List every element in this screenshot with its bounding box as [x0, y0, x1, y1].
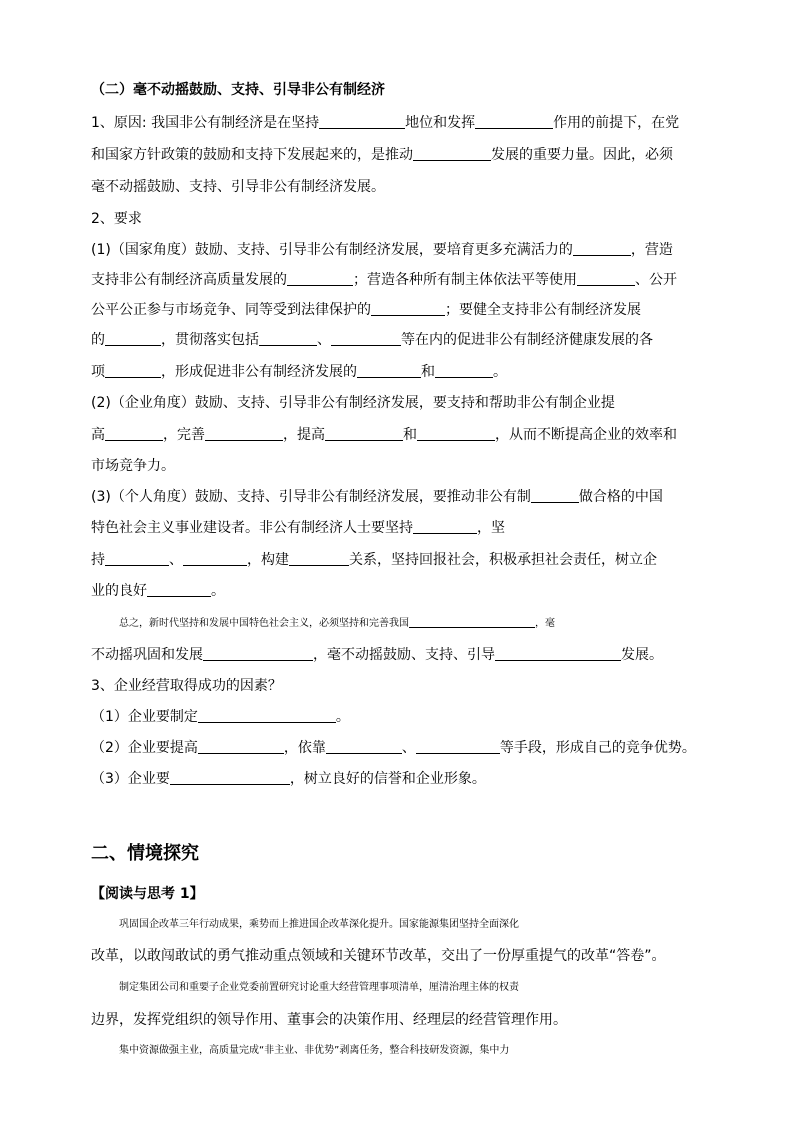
paragraph-line: [91, 550, 711, 570]
text: 。: [335, 709, 350, 725]
text: ，毫不动摇鼓励、支持、引导: [313, 647, 495, 663]
text: 总之，新时代坚持和发展中国特色社会主义，必须坚持和完善我国: [119, 618, 409, 629]
paragraph-line: [91, 330, 711, 350]
text: 等手段，形成自己的竞争优势。: [499, 740, 696, 756]
paragraph-line: [119, 613, 739, 634]
fill-blank[interactable]: [413, 146, 491, 161]
text: ，提高: [283, 427, 325, 443]
paragraph-line: [91, 362, 711, 382]
text: 发展。: [621, 647, 663, 663]
paragraph-line: 巩固国企改革三年行动成果，乘势而上推进国企改革深化提升。国家能源集团坚持全面深化: [119, 919, 519, 930]
text: ，依靠: [283, 740, 326, 756]
fill-blank[interactable]: [435, 363, 493, 378]
fill-blank[interactable]: [198, 708, 336, 723]
text: (3)（个人角度）鼓励、支持、引导非公有制经济发展，要推动非公有制: [91, 489, 531, 505]
fill-blank[interactable]: [577, 271, 635, 286]
paragraph-line: [91, 518, 711, 538]
text: 高: [91, 427, 105, 443]
paragraph-line: [91, 645, 711, 665]
fill-blank[interactable]: [289, 551, 349, 566]
paragraph-line: [91, 707, 711, 727]
reading-title: 【阅读与思考 1】: [91, 886, 204, 902]
text: 。: [211, 583, 225, 599]
paragraph-line: [91, 769, 711, 789]
fill-blank[interactable]: [205, 426, 283, 441]
text: 业的良好: [91, 583, 147, 599]
paragraph-line: 3、企业经营取得成功的因素？: [91, 678, 282, 694]
text: 地位和发挥: [405, 115, 476, 131]
text: 关系，坚持回报社会，积极承担社会责任，树立企: [349, 552, 657, 568]
paragraph-line: 市场竞争力。: [91, 458, 175, 474]
paragraph-line: 改革，以敢闯敢试的勇气推动重点领域和关键环节改革，交出了一份厚重提气的改革“答卷”。: [91, 948, 666, 964]
text: ，毫: [535, 618, 555, 629]
text: (1)（国家角度）鼓励、支持、引导非公有制经济发展，要培育更多充满活力的: [91, 242, 573, 258]
paragraph-line: 集中资源做强主业，高质量完成“非主业、非优势”剥离任务，整合科技研发资源，集中力: [119, 1045, 510, 1056]
fill-blank[interactable]: [357, 363, 421, 378]
text: 持: [91, 552, 105, 568]
fill-blank[interactable]: [409, 613, 535, 628]
paragraph-line: [91, 738, 711, 758]
paragraph-line: [91, 113, 711, 133]
section-2-title: 二、情境探究: [91, 843, 199, 864]
paragraph-line: 边界，发挥党组织的领导作用、董事会的决策作用、经理层的经营管理作用。: [91, 1012, 567, 1028]
fill-blank[interactable]: [325, 426, 403, 441]
fill-blank[interactable]: [573, 241, 631, 256]
text: 、: [401, 740, 416, 756]
fill-blank[interactable]: [287, 271, 353, 286]
paragraph-line: [91, 425, 711, 445]
paragraph-line: [91, 581, 711, 601]
text: ，营造: [630, 242, 673, 258]
fill-blank[interactable]: [331, 331, 401, 346]
text: 和: [421, 364, 435, 380]
fill-blank[interactable]: [105, 551, 169, 566]
text: ，形成促进非公有制经济发展的: [161, 364, 357, 380]
text: 和: [403, 427, 417, 443]
fill-blank[interactable]: [371, 301, 445, 316]
text: ；要健全支持非公有制经济发展: [445, 302, 641, 318]
paragraph-line: [91, 240, 711, 260]
text: （3）企业要: [91, 771, 170, 787]
text: 项: [91, 364, 105, 380]
text: 、: [169, 552, 183, 568]
text: 作用的前提下，在党: [553, 115, 680, 131]
text: 、公开: [635, 272, 677, 288]
paragraph-line: 制定集团公司和重要子企业党委前置研究讨论重大经营管理事项清单，厘清治理主体的权责: [119, 982, 519, 993]
paragraph-line: 毫不动摇鼓励、支持、引导非公有制经济发展。: [91, 179, 385, 195]
text: 不动摇巩固和发展: [91, 647, 203, 663]
fill-blank[interactable]: [416, 739, 500, 754]
fill-blank[interactable]: [170, 770, 290, 785]
text: （2）企业要提高: [91, 740, 198, 756]
text: （1）企业要制定: [91, 709, 198, 725]
paragraph-line: [91, 270, 711, 290]
text: 特色社会主义事业建设者。非公有制经济人士要坚持: [91, 520, 413, 536]
text: ；营造各种所有制主体依法平等使用: [353, 272, 577, 288]
text: 做合格的中国: [578, 489, 663, 505]
fill-blank[interactable]: [259, 331, 317, 346]
fill-blank[interactable]: [475, 114, 553, 129]
fill-blank[interactable]: [495, 646, 621, 661]
text: 和国家方针政策的鼓励和支持下发展起来的，是推动: [91, 147, 413, 163]
fill-blank[interactable]: [147, 582, 211, 597]
text: 公平公正参与市场竞争、同等受到法律保护的: [91, 302, 371, 318]
fill-blank[interactable]: [203, 646, 313, 661]
fill-blank[interactable]: [531, 488, 579, 503]
text: 等在内的促进非公有制经济健康发展的各: [401, 332, 653, 348]
paragraph-line: 2、要求: [91, 211, 142, 227]
fill-blank[interactable]: [413, 519, 477, 534]
fill-blank[interactable]: [105, 331, 161, 346]
section-title: （二）毫不动摇鼓励、支持、引导非公有制经济: [91, 82, 385, 98]
fill-blank[interactable]: [198, 739, 284, 754]
paragraph-line: (2)（企业角度）鼓励、支持、引导非公有制经济发展，要支持和帮助非公有制企业提: [91, 395, 615, 411]
text: 1、原因: 我国非公有制经济是在坚持: [91, 115, 320, 131]
text: 发展的重要力量。因此，必须: [491, 147, 673, 163]
fill-blank[interactable]: [105, 363, 161, 378]
text: ，构建: [247, 552, 289, 568]
paragraph-line: [91, 145, 711, 165]
fill-blank[interactable]: [326, 739, 402, 754]
fill-blank[interactable]: [417, 426, 495, 441]
fill-blank[interactable]: [105, 426, 163, 441]
text: 的: [91, 332, 105, 348]
fill-blank[interactable]: [183, 551, 247, 566]
text: 、: [317, 332, 331, 348]
paragraph-line: [91, 300, 711, 320]
text: ，贯彻落实包括: [161, 332, 259, 348]
text: 支持非公有制经济高质量发展的: [91, 272, 287, 288]
text: ，树立良好的信誉和企业形象。: [289, 771, 486, 787]
fill-blank[interactable]: [319, 114, 405, 129]
text: ，从而不断提高企业的效率和: [495, 427, 677, 443]
text: ，完善: [163, 427, 205, 443]
text: ，坚: [477, 520, 505, 536]
text: 。: [493, 364, 507, 380]
paragraph-line: [91, 487, 711, 507]
